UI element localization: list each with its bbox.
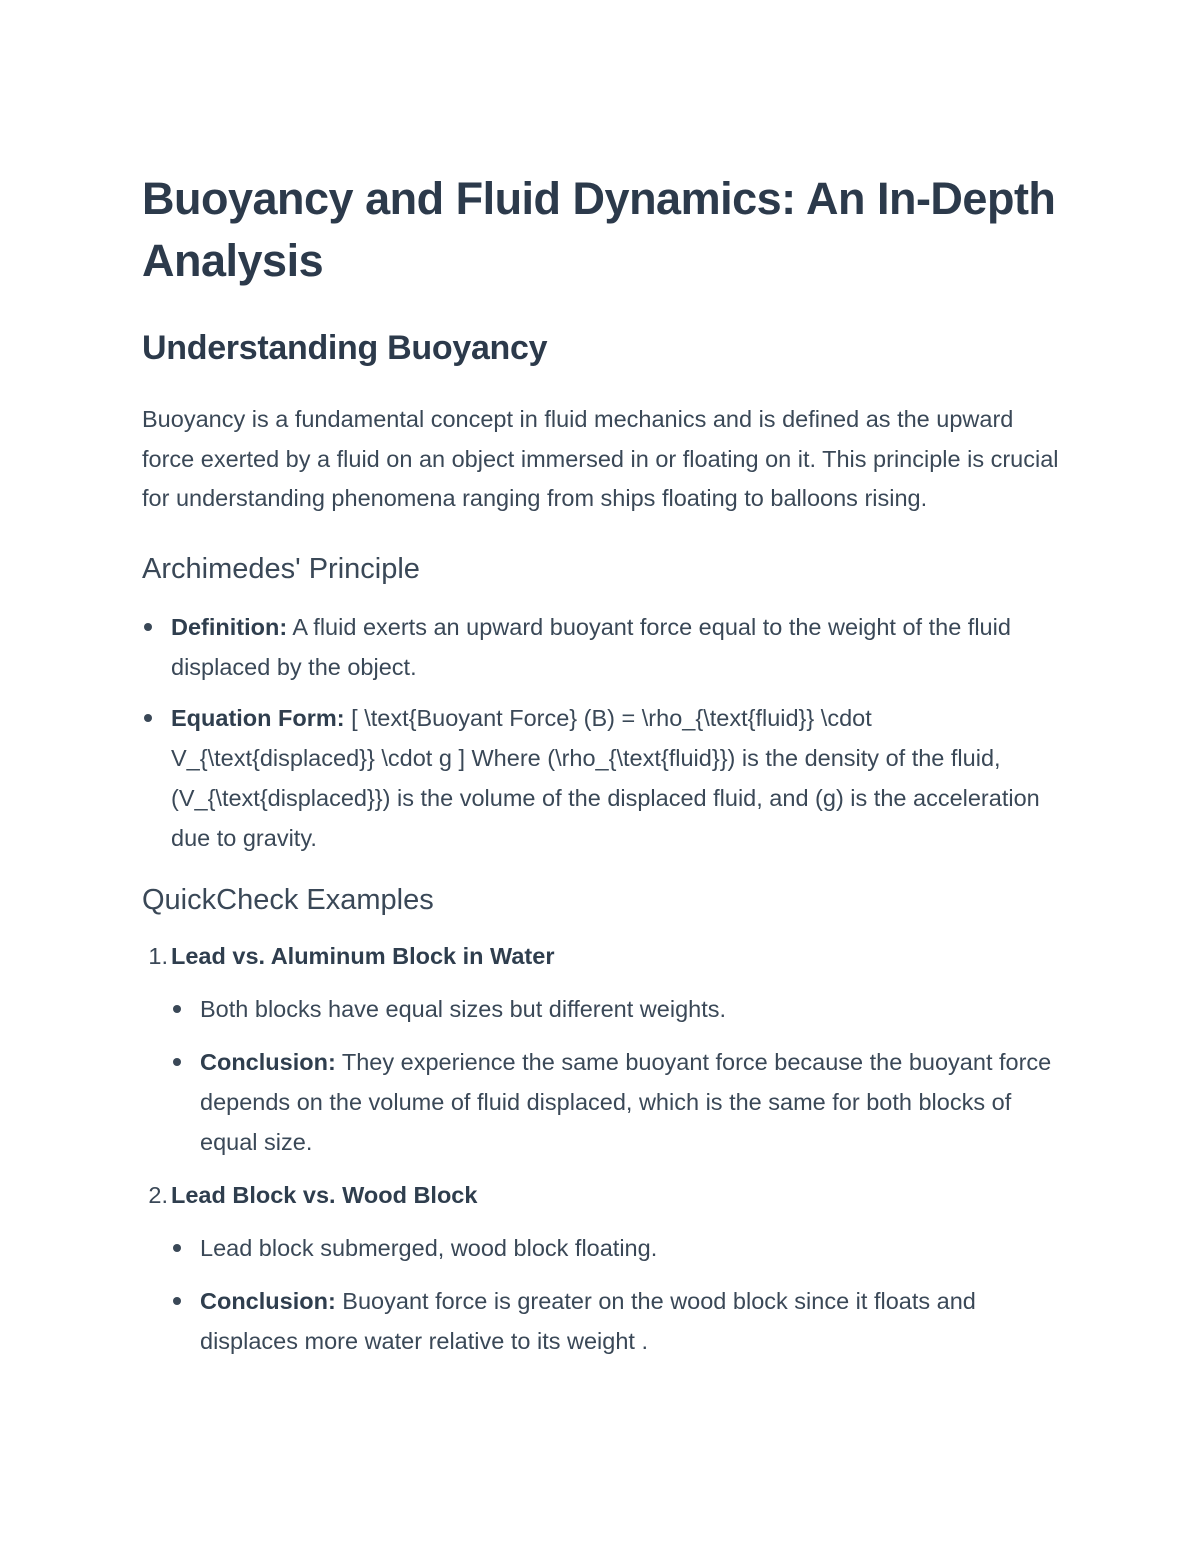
list-item: [171, 1228, 1067, 1268]
archimedes-list: [142, 607, 1067, 858]
bullet-icon: [173, 1244, 181, 1252]
example-number: 1.: [148, 942, 168, 969]
conclusion-label: Conclusion:: [200, 1048, 336, 1075]
bullet-icon: [144, 623, 152, 631]
bullet-icon: [173, 1005, 181, 1013]
intro-paragraph: Buoyancy is a fundamental concept in fluid mechanics and is defined as the upward force exerted by a fluid on an object immersed in or floating on it. This principle is crucial for understanding phenomena ranging from ships floating to balloons rising.: [142, 406, 1059, 511]
bullet-icon: [144, 714, 152, 722]
item-label: Equation Form:: [171, 704, 345, 731]
item-text: A fluid exerts an upward buoyant force equal to the weight of the fluid displaced by the object.: [171, 613, 1011, 680]
list-item: [171, 989, 1067, 1029]
example-title-text: Lead vs. Aluminum Block in Water: [171, 942, 555, 969]
list-item: [171, 1042, 1067, 1162]
list-item: [142, 607, 1067, 687]
conclusion-label: Conclusion:: [200, 1287, 336, 1314]
example-title: [142, 1175, 1067, 1215]
section-heading: Understanding Buoyancy: [142, 329, 548, 367]
example-title: [142, 936, 1067, 976]
item-text: [ \text{Buoyant Force} (B) = \rho_{\text{fluid}} \cdot V_{\text{displaced}} \cdot g ] Where (\rho_{\text{fluid}}) is the density of the fluid, (V_{\text{displaced}}) is the volume of the displaced fluid, and (g) is the acceleration due to gravity.: [171, 704, 1040, 851]
example-sublist: [171, 1228, 1067, 1361]
example-sublist: [171, 989, 1067, 1162]
item-label: Definition:: [171, 613, 288, 640]
document-title: Buoyancy and Fluid Dynamics: An In-Depth Analysis: [142, 173, 1056, 286]
document-page: [142, 168, 1067, 1374]
bullet-icon: [173, 1058, 181, 1066]
quickcheck-heading: QuickCheck Examples: [142, 883, 434, 916]
archimedes-heading: Archimedes' Principle: [142, 552, 420, 585]
example-number: 2.: [148, 1181, 168, 1208]
item-text: Both blocks have equal sizes but different weights.: [200, 995, 727, 1022]
list-item: [171, 1281, 1067, 1361]
conclusion-text: They experience the same buoyant force because the buoyant force depends on the volume of fluid displaced, which is the same for both blocks of equal size.: [200, 1048, 1052, 1155]
item-text: Lead block submerged, wood block floating.: [200, 1234, 658, 1261]
list-item: [142, 698, 1067, 858]
conclusion-text: Buoyant force is greater on the wood block since it floats and displaces more water relative to its weight .: [200, 1287, 976, 1354]
bullet-icon: [173, 1297, 181, 1305]
example-title-text: Lead Block vs. Wood Block: [171, 1181, 478, 1208]
examples-list: [142, 936, 1067, 1361]
